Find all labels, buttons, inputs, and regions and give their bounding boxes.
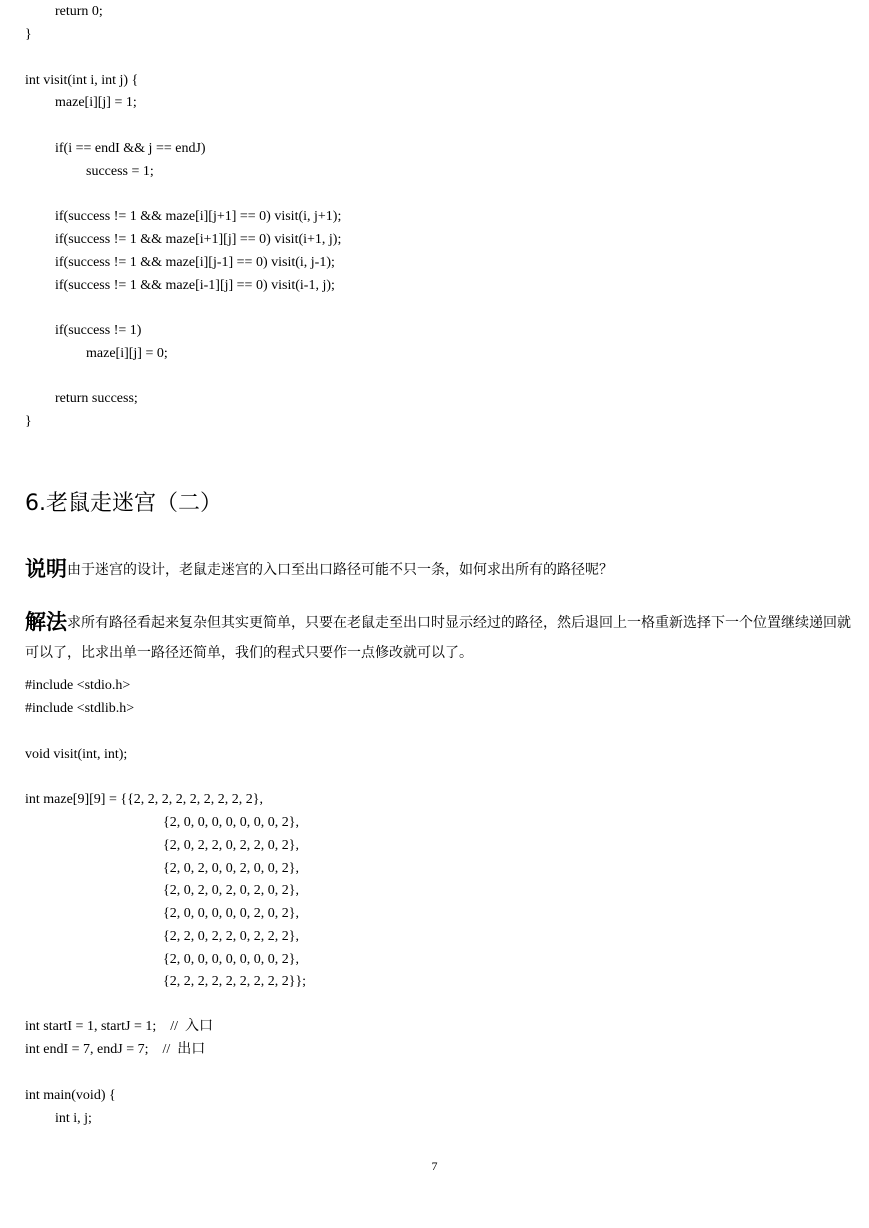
code-line: } — [25, 27, 32, 42]
code-line: {2, 0, 2, 0, 2, 0, 2, 0, 2}, — [163, 883, 299, 898]
code-line: int main(void) { — [25, 1088, 116, 1103]
code-line: #include <stdlib.h> — [25, 701, 135, 716]
code-line: int startI = 1, startJ = 1; // 入口 — [25, 1019, 214, 1034]
solution-text: 求所有路径看起来复杂但其实更简单，只要在老鼠走至出口时显示经过的路径，然后退回上一格重新选择下一个位置继续递回就可以了，比求出单一路径还简单，我们的程式只要作一点修改就可以了。 — [25, 616, 851, 661]
code-line: maze[i][j] = 1; — [55, 95, 137, 110]
code-line: return success; — [55, 391, 138, 406]
code-line: if(success != 1 && maze[i-1][j] == 0) visit(i-1, j); — [55, 278, 335, 293]
page-number: 7 — [431, 1159, 438, 1173]
description-text: 由于迷宫的设计，老鼠走迷宫的入口至出口路径可能不只一条，如何求出所有的路径呢？ — [67, 563, 613, 578]
code-line: if(success != 1 && maze[i][j-1] == 0) visit(i, j-1); — [55, 255, 335, 270]
code-line: {2, 0, 2, 2, 0, 2, 2, 0, 2}, — [163, 838, 299, 853]
code-line: #include <stdio.h> — [25, 678, 131, 693]
description-heading: 说明 — [25, 557, 67, 581]
code-line: maze[i][j] = 0; — [86, 346, 168, 361]
solution-paragraph — [25, 607, 861, 669]
code-line: int i, j; — [55, 1111, 92, 1126]
code-line: int endI = 7, endJ = 7; // 出口 — [25, 1042, 206, 1057]
code-line: int visit(int i, int j) { — [25, 73, 139, 88]
solution-heading: 解法 — [25, 610, 67, 634]
section-title: 6.老鼠走迷宫（二） — [25, 491, 222, 516]
code-line: if(i == endI && j == endJ) — [55, 141, 206, 156]
code-line: {2, 2, 0, 2, 2, 0, 2, 2, 2}, — [163, 929, 299, 944]
code-line: if(success != 1 && maze[i+1][j] == 0) visit(i+1, j); — [55, 232, 342, 247]
code-line: success = 1; — [86, 164, 154, 179]
code-line: {2, 2, 2, 2, 2, 2, 2, 2, 2}}; — [163, 974, 307, 989]
code-line: return 0; — [55, 4, 103, 19]
code-line: {2, 0, 0, 0, 0, 0, 0, 0, 2}, — [163, 952, 299, 967]
code-line: {2, 0, 2, 0, 0, 2, 0, 0, 2}, — [163, 861, 299, 876]
code-line: {2, 0, 0, 0, 0, 0, 2, 0, 2}, — [163, 906, 299, 921]
code-line: if(success != 1) — [55, 323, 142, 338]
code-line: if(success != 1 && maze[i][j+1] == 0) visit(i, j+1); — [55, 209, 342, 224]
code-line: void visit(int, int); — [25, 747, 128, 762]
code-line: {2, 0, 0, 0, 0, 0, 0, 0, 2}, — [163, 815, 299, 830]
code-line: } — [25, 414, 32, 429]
code-line: int maze[9][9] = {{2, 2, 2, 2, 2, 2, 2, 2, 2}, — [25, 792, 264, 807]
description-paragraph — [25, 554, 861, 586]
